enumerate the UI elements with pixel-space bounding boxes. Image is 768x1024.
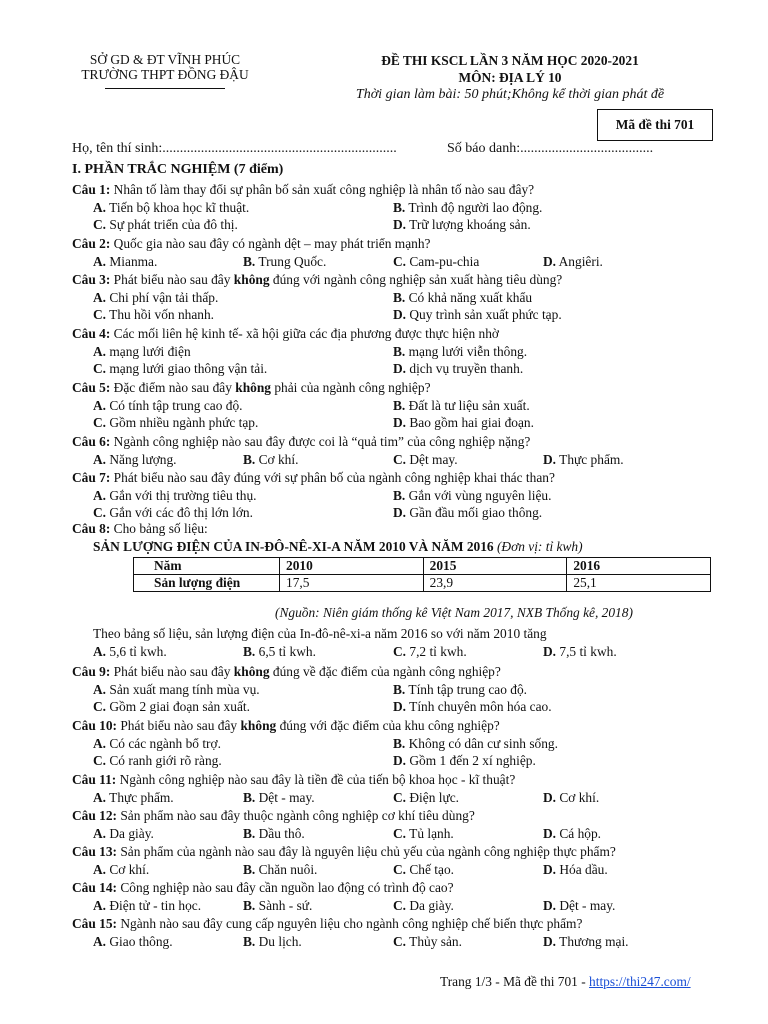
- answer-option: [243, 861, 317, 879]
- option-letter: C.: [393, 933, 407, 949]
- exam-subject: MÔN: ĐỊA LÝ 10: [458, 70, 562, 85]
- option-letter: B.: [393, 289, 406, 305]
- option-letter: C.: [393, 451, 407, 467]
- question-text: Quốc gia nào sau đây có ngành dệt – may phát triển mạnh?: [110, 236, 431, 251]
- answer-option: [393, 933, 462, 951]
- answer-option: [393, 397, 530, 415]
- question-text: Cho bảng số liệu:: [110, 521, 208, 536]
- answer-option: [393, 343, 527, 361]
- question-number: Câu 15:: [72, 916, 118, 931]
- option-text: Gần đầu mối giao thông.: [406, 505, 543, 520]
- answer-option: [93, 825, 154, 843]
- option-text: Chi phí vận tải thấp.: [106, 289, 219, 305]
- answer-option: [543, 825, 601, 843]
- question-stem: [72, 843, 722, 861]
- question-text: Đặc điểm nào sau đây: [110, 380, 236, 395]
- answer-option: [93, 414, 258, 432]
- option-text: Gắn với thị trường tiêu thụ.: [106, 487, 257, 503]
- option-letter: B.: [393, 681, 406, 697]
- answer-option: [243, 253, 326, 271]
- option-letter: C.: [93, 699, 107, 714]
- table-cell: 25,1: [567, 575, 711, 592]
- department-name: SỞ GD & ĐT VĨNH PHÚC: [89, 52, 241, 67]
- answer-option: [93, 752, 222, 770]
- question-text: Sản phẩm của ngành nào sau đây là nguyên liệu chủ yếu của ngành công nghiệp thực phẩm?: [117, 844, 616, 859]
- option-text: Không có dân cư sinh sống.: [405, 735, 558, 751]
- option-letter: A.: [93, 735, 107, 751]
- answer-option: [93, 789, 174, 807]
- answer-option: [93, 861, 149, 879]
- section-title: I. PHẦN TRẮC NGHIỆM (7 điểm): [72, 162, 284, 177]
- option-text: Du lịch.: [255, 933, 302, 949]
- option-text: Da giày.: [406, 897, 454, 913]
- option-letter: D.: [393, 361, 407, 376]
- answer-option: [93, 306, 214, 324]
- question-text: Phát biểu nào sau đây: [117, 718, 241, 733]
- answer-option: [243, 451, 298, 469]
- option-letter: D.: [393, 217, 407, 232]
- option-letter: C.: [93, 505, 107, 520]
- option-letter: A.: [93, 397, 107, 413]
- answer-option: [93, 897, 201, 915]
- question-stem: [72, 520, 722, 538]
- option-text: Cơ khí.: [556, 789, 600, 805]
- option-letter: A.: [93, 643, 107, 659]
- option-letter: A.: [93, 343, 107, 359]
- option-text: Thực phẩm.: [106, 789, 174, 805]
- option-text: mạng lưới viễn thông.: [405, 343, 528, 359]
- question-stem: [72, 469, 722, 487]
- option-text: Thương mại.: [556, 933, 629, 949]
- option-text: Đất là tư liệu sản xuất.: [405, 397, 530, 413]
- option-letter: A.: [93, 897, 107, 913]
- option-letter: C.: [93, 361, 107, 376]
- answer-option: [93, 451, 177, 469]
- exam-time: Thời gian làm bài: 50 phút;Không kể thời gian phát đề: [355, 87, 665, 102]
- table-header-cell: 2016: [567, 558, 711, 575]
- answer-option: [93, 487, 257, 505]
- option-text: Quy trình sản xuất phức tạp.: [406, 307, 562, 322]
- option-text: Gồm nhiều ngành phức tạp.: [106, 415, 259, 430]
- option-text: Dệt - may.: [255, 789, 315, 805]
- option-text: Tiến bộ khoa học kĩ thuật.: [106, 199, 250, 215]
- question-number: Câu 7:: [72, 470, 111, 485]
- option-text: Cơ khí.: [255, 451, 299, 467]
- option-text: Tính tập trung cao độ.: [405, 681, 528, 697]
- option-letter: D.: [543, 643, 557, 659]
- answer-option: [93, 681, 260, 699]
- table-header-cell: Năm: [134, 558, 280, 575]
- option-text: 7,5 tỉ kwh.: [556, 643, 617, 659]
- option-text: Năng lượng.: [106, 451, 177, 467]
- option-letter: B.: [393, 735, 406, 751]
- question-stem: [93, 625, 743, 643]
- option-text: Mianma.: [106, 253, 158, 269]
- question-stem: [72, 181, 722, 199]
- option-letter: B.: [243, 451, 256, 467]
- table-unit: (Đơn vị: tỉ kwh): [496, 539, 583, 554]
- option-letter: A.: [93, 487, 107, 503]
- answer-option: [543, 933, 629, 951]
- table-header-cell: 2010: [280, 558, 424, 575]
- answer-option: [93, 216, 238, 234]
- answer-option: [393, 289, 532, 307]
- option-text: Dệt may.: [406, 451, 458, 467]
- page-footer: [440, 973, 691, 991]
- question-text: Theo bảng số liệu, sản lượng điện của In-đô-nê-xi-a năm 2016 so với năm 2010 tăng: [93, 626, 547, 641]
- exam-title: ĐỀ THI KSCL LẦN 3 NĂM HỌC 2020-2021: [381, 53, 639, 68]
- option-text: Hóa dầu.: [556, 861, 608, 877]
- question-number: Câu 4:: [72, 326, 111, 341]
- option-letter: D.: [393, 307, 407, 322]
- option-letter: A.: [93, 199, 107, 215]
- question-stem: [72, 807, 722, 825]
- student-id-field: Số báo danh:......................................: [447, 141, 654, 156]
- option-letter: C.: [393, 897, 407, 913]
- option-text: 6,5 tỉ kwh.: [255, 643, 316, 659]
- option-letter: C.: [93, 217, 107, 232]
- option-letter: D.: [543, 253, 557, 269]
- option-text: Gắn với các đô thị lớn lớn.: [106, 505, 253, 520]
- question-number: Câu 11:: [72, 772, 117, 787]
- question-text: Phát biểu nào sau đây: [110, 272, 234, 287]
- answer-option: [393, 487, 551, 505]
- question-text: Nhân tố làm thay đổi sự phân bố sản xuất công nghiệp là nhân tố nào sau đây?: [110, 182, 535, 197]
- answer-option: [393, 360, 523, 378]
- question-text: đúng với ngành công nghiệp sản xuất hàng tiêu dùng?: [269, 272, 563, 287]
- data-table: [133, 557, 711, 592]
- answer-option: [393, 306, 562, 324]
- school-name: TRƯỜNG THPT ĐỒNG ĐẬU: [81, 67, 249, 82]
- question-text: đúng về đặc điểm của ngành công nghiệp?: [269, 664, 501, 679]
- question-number: Câu 3:: [72, 272, 111, 287]
- student-info-line: [72, 140, 712, 158]
- answer-option: [93, 343, 191, 361]
- option-letter: B.: [243, 933, 256, 949]
- answer-option: [243, 789, 315, 807]
- option-text: Thu hồi vốn nhanh.: [106, 307, 215, 322]
- option-text: mạng lưới giao thông vận tải.: [106, 361, 268, 376]
- option-text: Cá hộp.: [556, 825, 602, 841]
- answer-option: [393, 789, 459, 807]
- option-text: Dầu thô.: [255, 825, 305, 841]
- option-text: 5,6 tỉ kwh.: [106, 643, 167, 659]
- answer-option: [93, 253, 157, 271]
- footer-link[interactable]: https://thi247.com/: [589, 974, 691, 989]
- option-letter: D.: [393, 415, 407, 430]
- option-text: Sự phát triển của đô thị.: [106, 217, 238, 232]
- option-text: Trữ lượng khoáng sản.: [406, 217, 531, 232]
- option-letter: C.: [393, 643, 407, 659]
- option-text: Giao thông.: [106, 933, 173, 949]
- answer-option: [93, 735, 221, 753]
- school-header: [60, 52, 270, 89]
- option-text: Sản xuất mang tính mùa vụ.: [106, 681, 260, 697]
- question-emphasis: không: [233, 664, 270, 679]
- answer-option: [393, 199, 542, 217]
- answer-option: [393, 861, 454, 879]
- question-stem: [72, 915, 722, 933]
- option-letter: C.: [393, 825, 407, 841]
- answer-option: [243, 643, 316, 661]
- option-letter: D.: [543, 789, 557, 805]
- answer-option: [93, 360, 267, 378]
- answer-option: [543, 253, 603, 271]
- option-letter: B.: [393, 343, 406, 359]
- table-header-cell: 2015: [423, 558, 567, 575]
- option-letter: A.: [93, 289, 107, 305]
- option-text: mạng lưới điện: [106, 343, 191, 359]
- option-text: Gồm 2 giai đoạn sản xuất.: [106, 699, 250, 714]
- option-letter: B.: [243, 825, 256, 841]
- option-text: Bao gồm hai giai đoạn.: [406, 415, 534, 430]
- exam-header: [300, 52, 720, 103]
- option-text: Trung Quốc.: [255, 253, 327, 269]
- option-letter: B.: [243, 253, 256, 269]
- option-text: Cam-pu-chia: [406, 253, 480, 269]
- question-text: Các mối liên hệ kinh tế- xã hội giữa các địa phương được thực hiện nhờ: [110, 326, 499, 341]
- option-text: Angiêri.: [556, 253, 603, 269]
- option-text: Có ranh giới rõ ràng.: [106, 753, 222, 768]
- answer-option: [93, 397, 243, 415]
- answer-option: [393, 216, 531, 234]
- question-text: Ngành công nghiệp nào sau đây là tiền đề của tiến bộ khoa học - kĩ thuật?: [116, 772, 516, 787]
- question-text: phải của ngành công nghiệp?: [271, 380, 431, 395]
- table-cell: 17,5: [280, 575, 424, 592]
- option-text: Cơ khí.: [106, 861, 150, 877]
- answer-option: [393, 735, 558, 753]
- option-text: Tính chuyên môn hóa cao.: [406, 699, 552, 714]
- answer-option: [243, 933, 302, 951]
- question-number: Câu 6:: [72, 434, 111, 449]
- option-text: Sành - sứ.: [255, 897, 313, 913]
- option-text: dịch vụ truyền thanh.: [406, 361, 524, 376]
- option-text: Tủ lạnh.: [406, 825, 454, 841]
- option-text: Chăn nuôi.: [255, 861, 318, 877]
- question-stem: [72, 663, 722, 681]
- option-letter: D.: [543, 825, 557, 841]
- answer-option: [393, 451, 458, 469]
- answer-option: [243, 825, 305, 843]
- answer-option: [393, 414, 534, 432]
- question-number: Câu 10:: [72, 718, 118, 733]
- option-letter: A.: [93, 825, 107, 841]
- answer-option: [393, 752, 536, 770]
- option-text: Điện tử - tin học.: [106, 897, 202, 913]
- answer-option: [93, 199, 249, 217]
- question-number: Câu 9:: [72, 664, 111, 679]
- option-letter: D.: [543, 933, 557, 949]
- option-letter: D.: [543, 861, 557, 877]
- option-letter: A.: [93, 789, 107, 805]
- option-letter: C.: [393, 253, 407, 269]
- option-text: Trình độ người lao động.: [405, 199, 543, 215]
- option-letter: B.: [243, 789, 256, 805]
- answer-option: [243, 897, 312, 915]
- question-text: đúng với đặc điểm của khu công nghiệp?: [276, 718, 500, 733]
- question-number: Câu 1:: [72, 182, 111, 197]
- answer-option: [93, 698, 250, 716]
- question-stem: [72, 879, 722, 897]
- option-letter: D.: [543, 451, 557, 467]
- option-letter: A.: [93, 861, 107, 877]
- question-stem: [72, 433, 722, 451]
- option-letter: C.: [93, 415, 107, 430]
- answer-option: [543, 789, 599, 807]
- option-text: Da giày.: [106, 825, 154, 841]
- question-text: Sản phẩm nào sau đây thuộc ngành công nghiệp cơ khí tiêu dùng?: [117, 808, 475, 823]
- question-number: Câu 8:: [72, 521, 111, 536]
- option-letter: B.: [243, 897, 256, 913]
- answer-option: [393, 643, 467, 661]
- table-header-row: [134, 558, 711, 575]
- option-letter: D.: [393, 753, 407, 768]
- option-letter: B.: [393, 397, 406, 413]
- question-stem: [72, 325, 722, 343]
- option-text: Gắn với vùng nguyên liệu.: [405, 487, 552, 503]
- option-text: 7,2 tỉ kwh.: [406, 643, 467, 659]
- option-text: Điện lực.: [406, 789, 460, 805]
- answer-option: [543, 897, 615, 915]
- answer-option: [543, 451, 624, 469]
- answer-option: [93, 933, 173, 951]
- answer-option: [393, 825, 454, 843]
- answer-option: [543, 643, 617, 661]
- footer-text: Trang 1/3 - Mã đề thi 701 -: [440, 974, 590, 989]
- answer-option: [393, 681, 527, 699]
- question-number: Câu 14:: [72, 880, 118, 895]
- option-letter: A.: [93, 933, 107, 949]
- option-letter: D.: [543, 897, 557, 913]
- option-text: Có tính tập trung cao độ.: [106, 397, 243, 413]
- option-letter: A.: [93, 451, 107, 467]
- table-source: (Nguồn: Niên giám thống kê Việt Nam 2017, NXB Thống kê, 2018): [275, 605, 633, 620]
- question-emphasis: không: [233, 272, 270, 287]
- option-letter: C.: [93, 307, 107, 322]
- question-emphasis: không: [240, 718, 277, 733]
- option-letter: B.: [243, 643, 256, 659]
- question-emphasis: không: [235, 380, 271, 395]
- question-stem: [72, 379, 722, 397]
- option-letter: C.: [393, 861, 407, 877]
- answer-option: [93, 289, 218, 307]
- question-number: Câu 5:: [72, 380, 111, 395]
- option-text: Thực phẩm.: [556, 451, 624, 467]
- question-text: Ngành công nghiệp nào sau đây được coi là “quả tim” của công nghiệp nặng?: [110, 434, 531, 449]
- question-text: Phát biểu nào sau đây đúng với sự phân bố của ngành công nghiệp khai thác than?: [110, 470, 555, 485]
- student-name-field: Họ, tên thí sinh:...................................................................: [72, 141, 397, 156]
- answer-option: [543, 861, 608, 879]
- question-number: Câu 12:: [72, 808, 118, 823]
- question-text: Ngành nào sau đây cung cấp nguyên liệu cho ngành công nghiệp chế biến thực phẩm?: [117, 916, 583, 931]
- option-text: Có các ngành bổ trợ.: [106, 735, 221, 751]
- question-text: Công nghiệp nào sau đây cần nguồn lao động có trình độ cao?: [117, 880, 454, 895]
- table-row: [134, 575, 711, 592]
- question-stem: [72, 771, 722, 789]
- question-text: Phát biểu nào sau đây: [110, 664, 234, 679]
- option-letter: B.: [393, 487, 406, 503]
- option-text: Chế tạo.: [406, 861, 455, 877]
- option-letter: A.: [93, 253, 107, 269]
- answer-option: [393, 698, 552, 716]
- option-letter: D.: [393, 505, 407, 520]
- table-title: [93, 538, 583, 556]
- table-cell: Sản lượng điện: [134, 575, 280, 592]
- table-title-text: SẢN LƯỢNG ĐIỆN CỦA IN-ĐÔ-NÊ-XI-A NĂM 2010 VÀ NĂM 2016: [93, 539, 497, 554]
- header-divider: [105, 88, 225, 89]
- option-letter: B.: [393, 199, 406, 215]
- option-text: Dệt - may.: [556, 897, 616, 913]
- answer-option: [393, 897, 454, 915]
- question-number: Câu 13:: [72, 844, 118, 859]
- option-letter: C.: [393, 789, 407, 805]
- option-letter: A.: [93, 681, 107, 697]
- option-letter: C.: [93, 753, 107, 768]
- option-text: Thủy sản.: [406, 933, 462, 949]
- option-text: Có khả năng xuất khẩu: [405, 289, 533, 305]
- question-stem: [72, 717, 722, 735]
- option-text: Gồm 1 đến 2 xí nghiệp.: [406, 753, 536, 768]
- option-letter: D.: [393, 699, 407, 714]
- question-stem: [72, 271, 722, 289]
- answer-option: [393, 253, 479, 271]
- table-cell: 23,9: [423, 575, 567, 592]
- exam-code-box: Mã đề thi 701: [597, 109, 713, 141]
- answer-option: [93, 643, 167, 661]
- question-stem: [72, 235, 722, 253]
- question-number: Câu 2:: [72, 236, 111, 251]
- option-letter: B.: [243, 861, 256, 877]
